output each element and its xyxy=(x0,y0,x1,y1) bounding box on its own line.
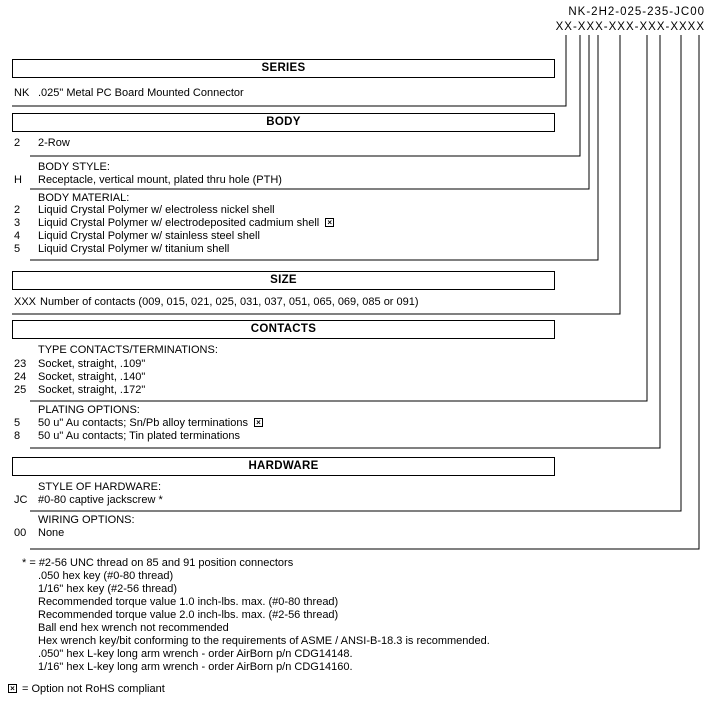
contacts-type-header: TYPE CONTACTS/TERMINATIONS: xyxy=(38,344,218,356)
wiring-row xyxy=(14,527,64,540)
size-row xyxy=(14,296,419,309)
contacts-type-row xyxy=(14,371,145,384)
option-code: 5 xyxy=(14,417,21,429)
option-code: JC xyxy=(14,494,28,506)
footnote-line: Hex wrench key/bit conforming to the requirements of ASME / ANSI-B-18.3 is recommended. xyxy=(38,635,490,647)
option-desc: Liquid Crystal Polymer w/ electrodeposited cadmium shell xyxy=(38,217,320,229)
option-code: 3 xyxy=(14,217,21,229)
body-style-row xyxy=(14,174,282,187)
footnote-line: Ball end hex wrench not recommended xyxy=(38,622,229,634)
option-desc: Socket, straight, .109" xyxy=(38,358,146,370)
footnote-line: Recommended torque value 2.0 inch-lbs. max. (#2-56 thread) xyxy=(38,609,339,621)
option-desc: #0-80 captive jackscrew * xyxy=(38,494,163,506)
rohs-icon: × xyxy=(8,684,17,693)
option-code: XXX xyxy=(14,296,37,308)
option-code: H xyxy=(14,174,22,186)
option-code: 24 xyxy=(14,371,27,383)
footnote-lead: * = #2-56 UNC thread on 85 and 91 position connectors xyxy=(22,557,294,569)
option-desc: 50 u" Au contacts; Tin plated terminations xyxy=(38,430,241,442)
rohs-legend xyxy=(8,683,165,696)
option-code: 2 xyxy=(14,204,21,216)
option-desc: 2-Row xyxy=(38,137,70,149)
body-material-row xyxy=(14,243,229,256)
section-title-body: BODY xyxy=(12,113,555,132)
option-code: 2 xyxy=(14,137,21,149)
plating-row xyxy=(14,417,263,430)
rohs-icon: × xyxy=(254,418,263,427)
rohs-legend-text: = Option not RoHS compliant xyxy=(22,683,165,695)
body-material-row xyxy=(14,204,275,217)
option-desc: Socket, straight, .140" xyxy=(38,371,146,383)
body-style-header: BODY STYLE: xyxy=(38,161,110,173)
plating-header: PLATING OPTIONS: xyxy=(38,404,140,416)
option-code: 8 xyxy=(14,430,21,442)
series-row xyxy=(14,87,244,100)
option-desc: None xyxy=(38,527,65,539)
option-desc: Number of contacts (009, 015, 021, 025, 031, 037, 051, 065, 069, 085 or 091) xyxy=(40,296,419,308)
option-desc: Socket, straight, .172" xyxy=(38,384,146,396)
option-desc: Liquid Crystal Polymer w/ stainless steel shell xyxy=(38,230,260,242)
option-desc: Receptacle, vertical mount, plated thru hole (PTH) xyxy=(38,174,282,186)
plating-row xyxy=(14,430,240,443)
contacts-type-row xyxy=(14,384,145,397)
footnote-line: 1/16" hex L-key long arm wrench - order AirBorn p/n CDG14160. xyxy=(38,661,353,673)
footnote-line: .050 hex key (#0-80 thread) xyxy=(38,570,174,582)
hardware-style-header: STYLE OF HARDWARE: xyxy=(38,481,162,493)
section-title-series: SERIES xyxy=(12,59,555,78)
footnote-line: 1/16" hex key (#2-56 thread) xyxy=(38,583,178,595)
hardware-style-row xyxy=(14,494,163,507)
option-desc: 50 u" Au contacts; Sn/Pb alloy terminations xyxy=(38,417,248,429)
section-title-contacts: CONTACTS xyxy=(12,320,555,339)
option-code: 4 xyxy=(14,230,21,242)
wiring-header: WIRING OPTIONS: xyxy=(38,514,135,526)
body-material-header: BODY MATERIAL: xyxy=(38,192,130,204)
body-row xyxy=(14,137,70,150)
body-material-row xyxy=(14,230,260,243)
section-title-hardware: HARDWARE xyxy=(12,457,555,476)
body-material-row xyxy=(14,217,334,230)
option-desc: .025" Metal PC Board Mounted Connector xyxy=(38,87,244,99)
rohs-icon: × xyxy=(325,218,334,227)
part-number-mask: XX-XXX-XXX-XXX-XXXX xyxy=(555,21,705,33)
contacts-type-row xyxy=(14,358,145,371)
option-desc: Liquid Crystal Polymer w/ electroless nickel shell xyxy=(38,204,275,216)
part-number-example: NK-2H2-025-235-JC00 xyxy=(568,6,705,18)
option-code: NK xyxy=(14,87,30,99)
option-code: 00 xyxy=(14,527,27,539)
option-code: 23 xyxy=(14,358,27,370)
footnote-line: .050" hex L-key long arm wrench - order AirBorn p/n CDG14148. xyxy=(38,648,353,660)
option-desc: Liquid Crystal Polymer w/ titanium shell xyxy=(38,243,230,255)
footnote-line: Recommended torque value 1.0 inch-lbs. max. (#0-80 thread) xyxy=(38,596,339,608)
section-title-size: SIZE xyxy=(12,271,555,290)
option-code: 5 xyxy=(14,243,21,255)
option-code: 25 xyxy=(14,384,27,396)
